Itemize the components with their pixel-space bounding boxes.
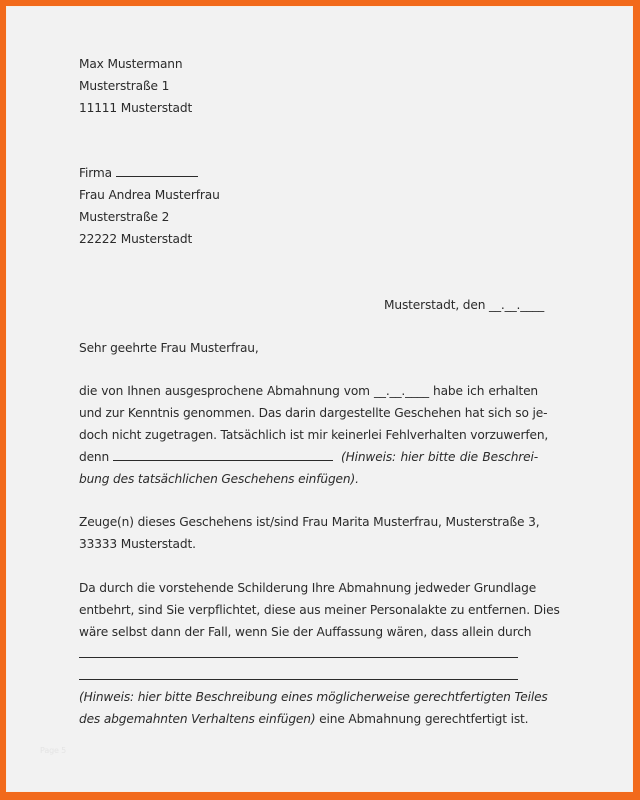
salutation: Sehr geehrte Frau Musterfrau, xyxy=(79,341,259,355)
text-segment: habe ich erhalten xyxy=(433,384,539,398)
paragraph2-line2: 33333 Musterstadt. xyxy=(79,537,196,551)
fill-in-line xyxy=(79,657,518,658)
description-blank xyxy=(113,449,333,461)
recipient-street: Musterstraße 2 xyxy=(79,210,170,224)
abmahnung-date-placeholder: __.__.____ xyxy=(373,384,429,398)
paragraph3-line2: entbehrt, sind Sie verpflichtet, diese aus meiner Personalakte zu entfernen. Dies xyxy=(79,603,560,617)
paragraph1-line2: und zur Kenntnis genommen. Das darin dargestellte Geschehen hat sich so je- xyxy=(79,406,548,420)
date-place: Musterstadt, den xyxy=(384,298,486,312)
text-segment: denn xyxy=(79,450,110,464)
hint-text: des abgemahnten Verhaltens einfügen) xyxy=(79,712,316,726)
paragraph1-line1 xyxy=(79,383,538,399)
recipient-company xyxy=(79,165,198,181)
text-segment: eine Abmahnung gerechtfertigt ist. xyxy=(315,712,529,726)
company-blank xyxy=(116,165,198,177)
recipient-city: 22222 Musterstadt xyxy=(79,232,193,246)
sender-street: Musterstraße 1 xyxy=(79,79,170,93)
paragraph1-line3: doch nicht zugetragen. Tatsächlich ist mir keinerlei Fehlverhalten vorzuwerfen, xyxy=(79,428,549,442)
paragraph3-line1: Da durch die vorstehende Schilderung Ihre Abmahnung jedweder Grundlage xyxy=(79,581,537,595)
paragraph2-line1: Zeuge(n) dieses Geschehens ist/sind Frau Marita Musterfrau, Musterstraße 3, xyxy=(79,515,540,529)
paragraph1-line5: bung des tatsächlichen Geschehens einfügen). xyxy=(79,472,359,486)
recipient-person: Frau Andrea Musterfrau xyxy=(79,188,220,202)
sender-city: 11111 Musterstadt xyxy=(79,101,193,115)
page-watermark: Page 5 xyxy=(40,746,67,755)
paragraph3-line3: wäre selbst dann der Fall, wenn Sie der Auffassung wären, dass allein durch xyxy=(79,625,532,639)
date-placeholder: __.__.____ xyxy=(489,298,545,312)
date-line xyxy=(384,297,544,313)
paragraph3-hint-line1: (Hinweis: hier bitte Beschreibung eines möglicherweise gerechtfertigten Teiles xyxy=(79,690,548,704)
company-label: Firma xyxy=(79,166,112,180)
sender-name: Max Mustermann xyxy=(79,57,183,71)
paragraph3-hint-line2 xyxy=(79,711,528,727)
fill-in-line xyxy=(79,679,518,680)
text-segment: die von Ihnen ausgesprochene Abmahnung vom xyxy=(79,384,370,398)
paragraph1-line4 xyxy=(79,449,538,465)
hint-text: (Hinweis: hier bitte die Beschrei- xyxy=(341,450,538,464)
